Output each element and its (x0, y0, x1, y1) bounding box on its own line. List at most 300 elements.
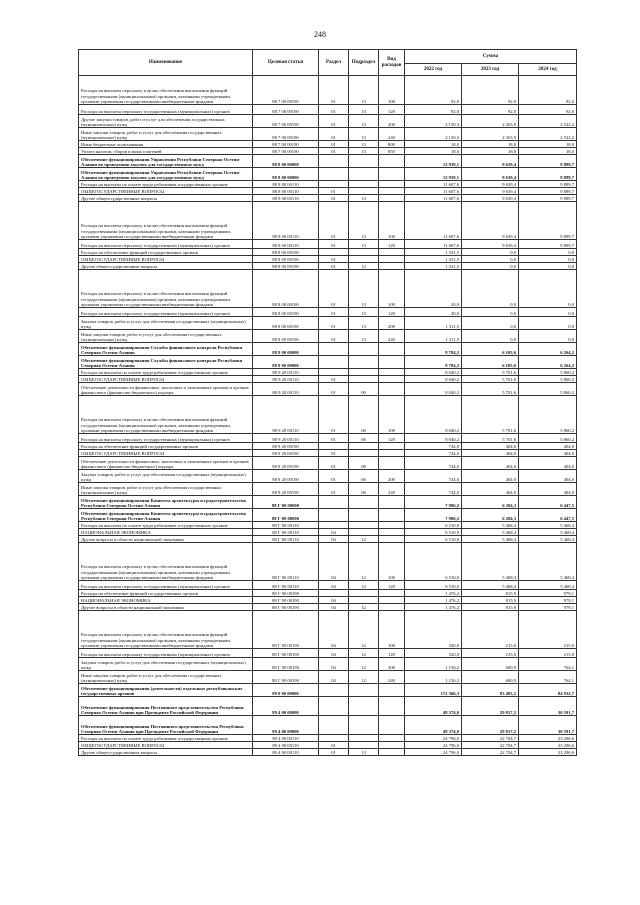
table-row (79, 443, 577, 450)
table-row (79, 470, 577, 483)
row-value-2024: 0,0 (519, 330, 577, 343)
row-expense-type: 850 (379, 148, 405, 155)
row-value-2022: 8 784,2 (405, 356, 462, 369)
row-expense-type (379, 168, 405, 181)
table-row (79, 457, 577, 470)
row-value-2022: 744,0 (405, 470, 462, 483)
row-subsection: 06 (349, 457, 379, 470)
table-row (79, 716, 577, 735)
table-row (79, 188, 577, 195)
row-value-2023: 29 817,2 (462, 697, 519, 716)
row-expense-type: 120 (379, 308, 405, 317)
row-value-2023: 9 639,4 (462, 188, 519, 195)
table-row (79, 604, 577, 611)
row-subsection: 13 (349, 141, 379, 148)
row-value-2024: 5 860,2 (519, 396, 577, 434)
row-section: 01 (319, 128, 349, 141)
row-name: Другие вопросы в области национальной экономики (79, 536, 253, 543)
row-value-2022: 12 939,1 (405, 168, 462, 181)
row-value-2023: 2 453,9 (462, 115, 519, 128)
row-subsection (349, 522, 379, 529)
table-row (79, 742, 577, 749)
row-code: 88 8 00 00190 (253, 263, 319, 270)
row-value-2022: 744,0 (405, 457, 462, 470)
row-value-2023: 815,9 (462, 604, 519, 611)
row-section: 01 (319, 195, 349, 202)
row-value-2023: 5 701,6 (462, 383, 519, 396)
row-code: 88 9 20 00190 (253, 450, 319, 457)
row-name: Обеспечение функционирования Службы финансового контроля Республики Северная Осетия-Алания (79, 356, 253, 369)
row-value-2023: 5 468,4 (462, 529, 519, 536)
row-value-2024: 979,1 (519, 590, 577, 597)
row-name: Обеспечение функционирования Постоянного представительства Республики Северная Осетия-Алания при Президенте Российской Федерации (79, 697, 253, 716)
row-code: 88 7 00 00190 (253, 76, 319, 105)
row-expense-type (379, 376, 405, 383)
row-subsection: 13 (349, 317, 379, 330)
row-value-2024: 404,0 (519, 470, 577, 483)
row-code: 89 4 00 00110 (253, 749, 319, 756)
table-row (79, 330, 577, 343)
row-value-2024: 764,1 (519, 671, 577, 684)
row-subsection (349, 509, 379, 522)
row-name: Обеспечение функционирования (деятельности) отдельных республиканских государственных органов (79, 684, 253, 697)
table-row (79, 697, 577, 716)
row-expense-type (379, 735, 405, 742)
row-value-2022: 7 986,2 (405, 496, 462, 509)
table-row (79, 735, 577, 742)
row-subsection: 12 (349, 649, 379, 658)
row-section: 01 (319, 330, 349, 343)
row-expense-type: 800 (379, 141, 405, 148)
row-value-2023: 83 483,2 (462, 684, 519, 697)
row-code: 88 8 00 00190 (253, 308, 319, 317)
row-subsection: 12 (349, 536, 379, 543)
row-value-2022: 24 796,0 (405, 735, 462, 742)
row-code: 89 0 00 00000 (253, 684, 319, 697)
row-value-2024: 404,0 (519, 443, 577, 450)
row-name: ОБЩЕГОСУДАРСТВЕННЫЕ ВОПРОСЫ (79, 256, 253, 263)
row-subsection: 13 (349, 202, 379, 240)
row-subsection (349, 529, 379, 536)
row-subsection: 13 (349, 115, 379, 128)
row-section: 04 (319, 597, 349, 604)
row-subsection (349, 343, 379, 356)
row-name: Расходы на выплаты по оплате труда работников государственных органов (79, 735, 253, 742)
row-value-2023: 92,0 (462, 76, 519, 105)
row-value-2023: 404,0 (462, 483, 519, 496)
row-value-2023: 6 284,3 (462, 509, 519, 522)
row-section: 04 (319, 536, 349, 543)
row-section (319, 522, 349, 529)
row-section: 01 (319, 749, 349, 756)
row-expense-type (379, 742, 405, 749)
row-subsection: 13 (349, 330, 379, 343)
row-code: 88 Г 00 00110 (253, 536, 319, 543)
row-code: 88 8 00 00190 (253, 270, 319, 308)
row-value-2024: 9 889,7 (519, 195, 577, 202)
row-value-2022: 320,0 (405, 611, 462, 649)
row-name: Другие общегосударственные вопросы (79, 195, 253, 202)
row-name: Расходы на выплаты персоналу государственных (муниципальных) органов (79, 434, 253, 443)
row-section (319, 343, 349, 356)
row-value-2024: 5 860,2 (519, 376, 577, 383)
table-row (79, 256, 577, 263)
row-expense-type (379, 369, 405, 376)
row-expense-type (379, 188, 405, 195)
row-code: 88 9 20 00110 (253, 383, 319, 396)
table-row (79, 76, 577, 105)
table-row (79, 181, 577, 188)
header-code: Целевая статья (253, 50, 319, 76)
table-row (79, 155, 577, 168)
row-name: ОБЩЕГОСУДАРСТВЕННЫЕ ВОПРОСЫ (79, 742, 253, 749)
table-row (79, 496, 577, 509)
row-value-2024: 2 522,2 (519, 115, 577, 128)
row-value-2022: 8 040,2 (405, 396, 462, 434)
budget-table (78, 49, 577, 756)
row-name: ОБЩЕГОСУДАРСТВЕННЫЕ ВОПРОСЫ (79, 376, 253, 383)
row-subsection: 13 (349, 240, 379, 249)
row-code: 89 4 00 00110 (253, 735, 319, 742)
row-value-2024: 5 468,4 (519, 522, 577, 529)
row-name: Расходы на выплаты персоналу государственных (муниципальных) органов (79, 308, 253, 317)
row-value-2022: 1 476,2 (405, 597, 462, 604)
row-section: 04 (319, 658, 349, 671)
table-row (79, 240, 577, 249)
row-value-2024: 5 468,4 (519, 543, 577, 581)
table-row (79, 195, 577, 202)
table-row (79, 308, 577, 317)
row-expense-type (379, 749, 405, 756)
row-value-2022: 320,0 (405, 649, 462, 658)
row-name: Иные закупки товаров, работ и услуг для обеспечения государственных (муниципальных) нужд (79, 483, 253, 496)
row-value-2024: 0,0 (519, 270, 577, 308)
row-section (319, 249, 349, 256)
row-value-2024: 5 860,2 (519, 369, 577, 376)
row-code: 88 8 00 00190 (253, 256, 319, 263)
row-code: 89 4 00 00000 (253, 697, 319, 716)
row-value-2022: 1 331,5 (405, 249, 462, 256)
header-name: Наименование (79, 50, 253, 76)
row-value-2023: 9 639,4 (462, 181, 519, 188)
row-expense-type: 100 (379, 611, 405, 649)
row-section: 01 (319, 263, 349, 270)
row-name: Расходы на выплаты персоналу государственных (муниципальных) органов (79, 649, 253, 658)
row-value-2024: 764,1 (519, 658, 577, 671)
row-value-2022: 2 150,3 (405, 128, 462, 141)
row-name: НАЦИОНАЛЬНАЯ ЭКОНОМИКА (79, 529, 253, 536)
row-subsection: 13 (349, 308, 379, 317)
row-value-2023: 0,0 (462, 317, 519, 330)
row-section: 01 (319, 457, 349, 470)
row-subsection (349, 376, 379, 383)
row-name: Обеспечение функционирования Постоянного представительства Республики Северная Осетия-Алания при Президенте Российской Федерации (79, 716, 253, 735)
row-expense-type: 240 (379, 483, 405, 496)
row-value-2024: 0,0 (519, 249, 577, 256)
row-name: Расходы на выплаты персоналу государственных (муниципальных) органов (79, 105, 253, 115)
row-name: Обеспечение функционирования Управления Республики Северная Осетия-Алания по проведению закупок для государственных нужд (79, 168, 253, 181)
row-value-2022: 6 510,0 (405, 529, 462, 536)
row-section: 01 (319, 470, 349, 483)
row-name: Иные бюджетные ассигнования (79, 141, 253, 148)
row-value-2024: 9 889,7 (519, 240, 577, 249)
row-value-2022: 744,0 (405, 450, 462, 457)
row-section (319, 697, 349, 716)
row-expense-type: 100 (379, 76, 405, 105)
table-row (79, 383, 577, 396)
row-value-2023: 9 639,4 (462, 168, 519, 181)
row-expense-type (379, 697, 405, 716)
row-subsection (349, 735, 379, 742)
row-name: Обеспечение функционирования Службы финансового контроля Республики Северная Осетия-Алания (79, 343, 253, 356)
row-code: 88 8 00 00110 (253, 195, 319, 202)
row-expense-type: 100 (379, 270, 405, 308)
row-code: 88 Г 00 00000 (253, 509, 319, 522)
row-value-2022: 24 796,0 (405, 749, 462, 756)
row-value-2023: 9 639,4 (462, 202, 519, 240)
row-value-2022: 92,0 (405, 105, 462, 115)
row-code: 88 9 20 00190 (253, 470, 319, 483)
row-expense-type (379, 443, 405, 450)
row-code: 88 Г 00 00110 (253, 529, 319, 536)
row-section: 01 (319, 240, 349, 249)
row-subsection: 13 (349, 270, 379, 308)
row-subsection: 13 (349, 128, 379, 141)
row-value-2023: 0,0 (462, 249, 519, 256)
row-expense-type (379, 597, 405, 604)
row-value-2022: 6 510,0 (405, 536, 462, 543)
row-value-2024: 5 860,2 (519, 383, 577, 396)
row-name: Уплата налогов, сборов и иных платежей (79, 148, 253, 155)
row-section (319, 168, 349, 181)
row-section: 01 (319, 434, 349, 443)
row-code: 88 9 20 00110 (253, 396, 319, 434)
table-header (79, 50, 577, 76)
row-code: 88 9 20 00110 (253, 369, 319, 376)
row-value-2023: 0,0 (462, 256, 519, 263)
row-expense-type: 120 (379, 240, 405, 249)
row-value-2022: 92,0 (405, 76, 462, 105)
row-expense-type: 200 (379, 658, 405, 671)
table-row (79, 356, 577, 369)
row-value-2023: 815,9 (462, 590, 519, 597)
row-subsection: 12 (349, 671, 379, 684)
row-value-2023: 404,0 (462, 450, 519, 457)
row-name: Закупка товаров, работ и услуг для обеспечения государственных (муниципальных) нужд (79, 470, 253, 483)
table-row (79, 671, 577, 684)
table-row (79, 597, 577, 604)
table-row (79, 141, 577, 148)
row-name: Расходы на выплаты персоналу в целях обеспечения выполнения функций государственными (муниципальными) органами, казенными учреждениями, органами управления государственными внебюджетными фондами (79, 543, 253, 581)
row-section (319, 181, 349, 188)
row-code: 88 7 00 00190 (253, 148, 319, 155)
row-value-2023: 29 817,2 (462, 716, 519, 735)
row-value-2024: 9 889,7 (519, 168, 577, 181)
row-code: 88 9 20 00190 (253, 457, 319, 470)
row-subsection (349, 155, 379, 168)
row-value-2024: 30 591,7 (519, 716, 577, 735)
row-section (319, 369, 349, 376)
row-value-2023: 5 468,4 (462, 522, 519, 529)
table-row (79, 684, 577, 697)
row-value-2023: 6 105,6 (462, 356, 519, 369)
table-row (79, 590, 577, 597)
row-subsection: 13 (349, 105, 379, 115)
table-row (79, 343, 577, 356)
row-code: 88 8 00 00110 (253, 240, 319, 249)
row-value-2022: 1 156,2 (405, 671, 462, 684)
row-subsection (349, 450, 379, 457)
row-subsection: 13 (349, 263, 379, 270)
row-value-2023: 404,0 (462, 443, 519, 450)
row-subsection (349, 697, 379, 716)
row-code: 88 8 00 00110 (253, 202, 319, 240)
row-name: Расходы на выплаты персоналу в целях обеспечения выполнения функций государственными (муниципальными) органами, казенными учреждениями, органами управления государственными внебюджетными фондами (79, 396, 253, 434)
row-value-2022: 172 366,3 (405, 684, 462, 697)
table-row (79, 128, 577, 141)
row-value-2022: 11 607,6 (405, 188, 462, 195)
row-expense-type (379, 509, 405, 522)
row-value-2022: 11 607,6 (405, 202, 462, 240)
row-value-2022: 8 040,2 (405, 376, 462, 383)
row-name: Другие общегосударственные вопросы (79, 263, 253, 270)
row-value-2024: 9 889,7 (519, 181, 577, 188)
row-subsection: 06 (349, 434, 379, 443)
row-expense-type (379, 604, 405, 611)
row-value-2022: 1 156,2 (405, 658, 462, 671)
row-expense-type (379, 356, 405, 369)
table-row (79, 509, 577, 522)
row-value-2024: 30 591,7 (519, 697, 577, 716)
row-name: Иные закупки товаров, работ и услуг для обеспечения государственных (муниципальных) нужд (79, 671, 253, 684)
header-section: Раздел (319, 50, 349, 76)
row-name: Расходы на выплаты персоналу в целях обеспечения выполнения функций государственными (муниципальными) органами, казенными учреждениями, органами управления государственными внебюджетными фондами (79, 611, 253, 649)
table-row (79, 611, 577, 649)
row-value-2023: 0,0 (462, 330, 519, 343)
row-subsection (349, 188, 379, 195)
table-row (79, 202, 577, 240)
row-name: Обеспечение функционирования Комитета архитектуры и градостроительства Республики Северная Осетия-Алания (79, 496, 253, 509)
row-value-2023: 22 704,7 (462, 742, 519, 749)
header-subsection: Подраздел (349, 50, 379, 76)
row-value-2023: 0,0 (462, 263, 519, 270)
table-row (79, 581, 577, 590)
row-section: 01 (319, 148, 349, 155)
row-name: Иные закупки товаров, работ и услуг для обеспечения государственных (муниципальных) нужд (79, 330, 253, 343)
row-expense-type (379, 383, 405, 396)
row-value-2023: 5 468,4 (462, 536, 519, 543)
row-value-2024: 92,0 (519, 105, 577, 115)
row-subsection (349, 496, 379, 509)
row-name: Обеспечение деятельности финансовых, налоговых и таможенных органов и органов финансового (финансово-бюджетного) надзора (79, 457, 253, 470)
row-code: 88 8 00 00000 (253, 168, 319, 181)
row-code: 88 Г 00 00190 (253, 611, 319, 649)
row-code: 88 Г 00 00190 (253, 597, 319, 604)
row-section (319, 356, 349, 369)
row-code: 88 8 00 00110 (253, 188, 319, 195)
row-code: 88 9 00 00000 (253, 343, 319, 356)
row-expense-type: 240 (379, 671, 405, 684)
row-value-2023: 5 701,6 (462, 434, 519, 443)
row-value-2023: 0,0 (462, 270, 519, 308)
row-value-2024: 6 264,2 (519, 356, 577, 369)
row-expense-type (379, 716, 405, 735)
row-value-2023: 22 704,7 (462, 749, 519, 756)
row-code: 88 8 00 00110 (253, 181, 319, 188)
row-subsection (349, 597, 379, 604)
row-section: 04 (319, 543, 349, 581)
row-value-2022: 6 510,0 (405, 543, 462, 581)
row-value-2022: 12 939,1 (405, 155, 462, 168)
row-subsection (349, 256, 379, 263)
row-value-2023: 600,9 (462, 671, 519, 684)
table-row (79, 317, 577, 330)
row-name: Другие вопросы в области национальной экономики (79, 604, 253, 611)
row-value-2023: 22 704,7 (462, 735, 519, 742)
row-name: Расходы на выплаты персоналу в целях обеспечения выполнения функций государственными (муниципальными) органами, казенными учреждениями, органами управления государственными внебюджетными фондами (79, 202, 253, 240)
row-value-2023: 600,9 (462, 658, 519, 671)
row-subsection (349, 443, 379, 450)
row-expense-type (379, 256, 405, 263)
row-value-2022: 1 311,5 (405, 330, 462, 343)
row-code: 88 9 00 00000 (253, 356, 319, 369)
row-value-2023: 5 468,4 (462, 543, 519, 581)
row-section: 01 (319, 188, 349, 195)
row-section: 04 (319, 611, 349, 649)
row-expense-type (379, 155, 405, 168)
row-subsection: 12 (349, 543, 379, 581)
row-expense-type (379, 684, 405, 697)
row-value-2023: 18,0 (462, 141, 519, 148)
row-value-2024: 23 296,6 (519, 742, 577, 749)
row-name: Обеспечение функционирования Управления Республики Северная Осетия-Алания по проведению закупок для государственных нужд (79, 155, 253, 168)
row-value-2023: 9 639,4 (462, 195, 519, 202)
row-value-2023: 2 453,9 (462, 128, 519, 141)
row-code: 88 Г 00 00110 (253, 522, 319, 529)
row-name: Закупка товаров, работ и услуг для обеспечения государственных (муниципальных) нужд (79, 658, 253, 671)
table-row (79, 249, 577, 256)
row-name: Расходы на выплаты персоналу в целях обеспечения выполнения функций государственными (муниципальными) органами, казенными учреждениями, органами управления государственными внебюджетными фондами (79, 270, 253, 308)
row-code: 88 8 00 00000 (253, 155, 319, 168)
row-value-2024: 6 264,2 (519, 343, 577, 356)
row-code: 88 8 00 00190 (253, 317, 319, 330)
row-code: 88 Г 00 00110 (253, 543, 319, 581)
row-expense-type: 240 (379, 128, 405, 141)
row-value-2024: 404,0 (519, 450, 577, 457)
row-section: 04 (319, 604, 349, 611)
table-row (79, 529, 577, 536)
header-year-2022: 2022 год (405, 64, 462, 76)
row-subsection: 13 (349, 76, 379, 105)
row-section: 01 (319, 483, 349, 496)
row-code: 88 Г 00 00190 (253, 671, 319, 684)
row-code: 88 Г 00 00190 (253, 658, 319, 671)
row-section: 01 (319, 396, 349, 434)
row-code: 88 8 00 00190 (253, 249, 319, 256)
row-expense-type: 120 (379, 581, 405, 590)
row-value-2023: 0,0 (462, 308, 519, 317)
row-section: 01 (319, 256, 349, 263)
row-name: Расходы на обеспечение функций государственных органов (79, 590, 253, 597)
row-expense-type (379, 536, 405, 543)
row-expense-type (379, 529, 405, 536)
row-section: 01 (319, 308, 349, 317)
row-code: 88 7 00 00190 (253, 115, 319, 128)
row-value-2024: 5 860,2 (519, 434, 577, 443)
table-row (79, 115, 577, 128)
row-value-2023: 215,0 (462, 611, 519, 649)
row-section: 01 (319, 742, 349, 749)
